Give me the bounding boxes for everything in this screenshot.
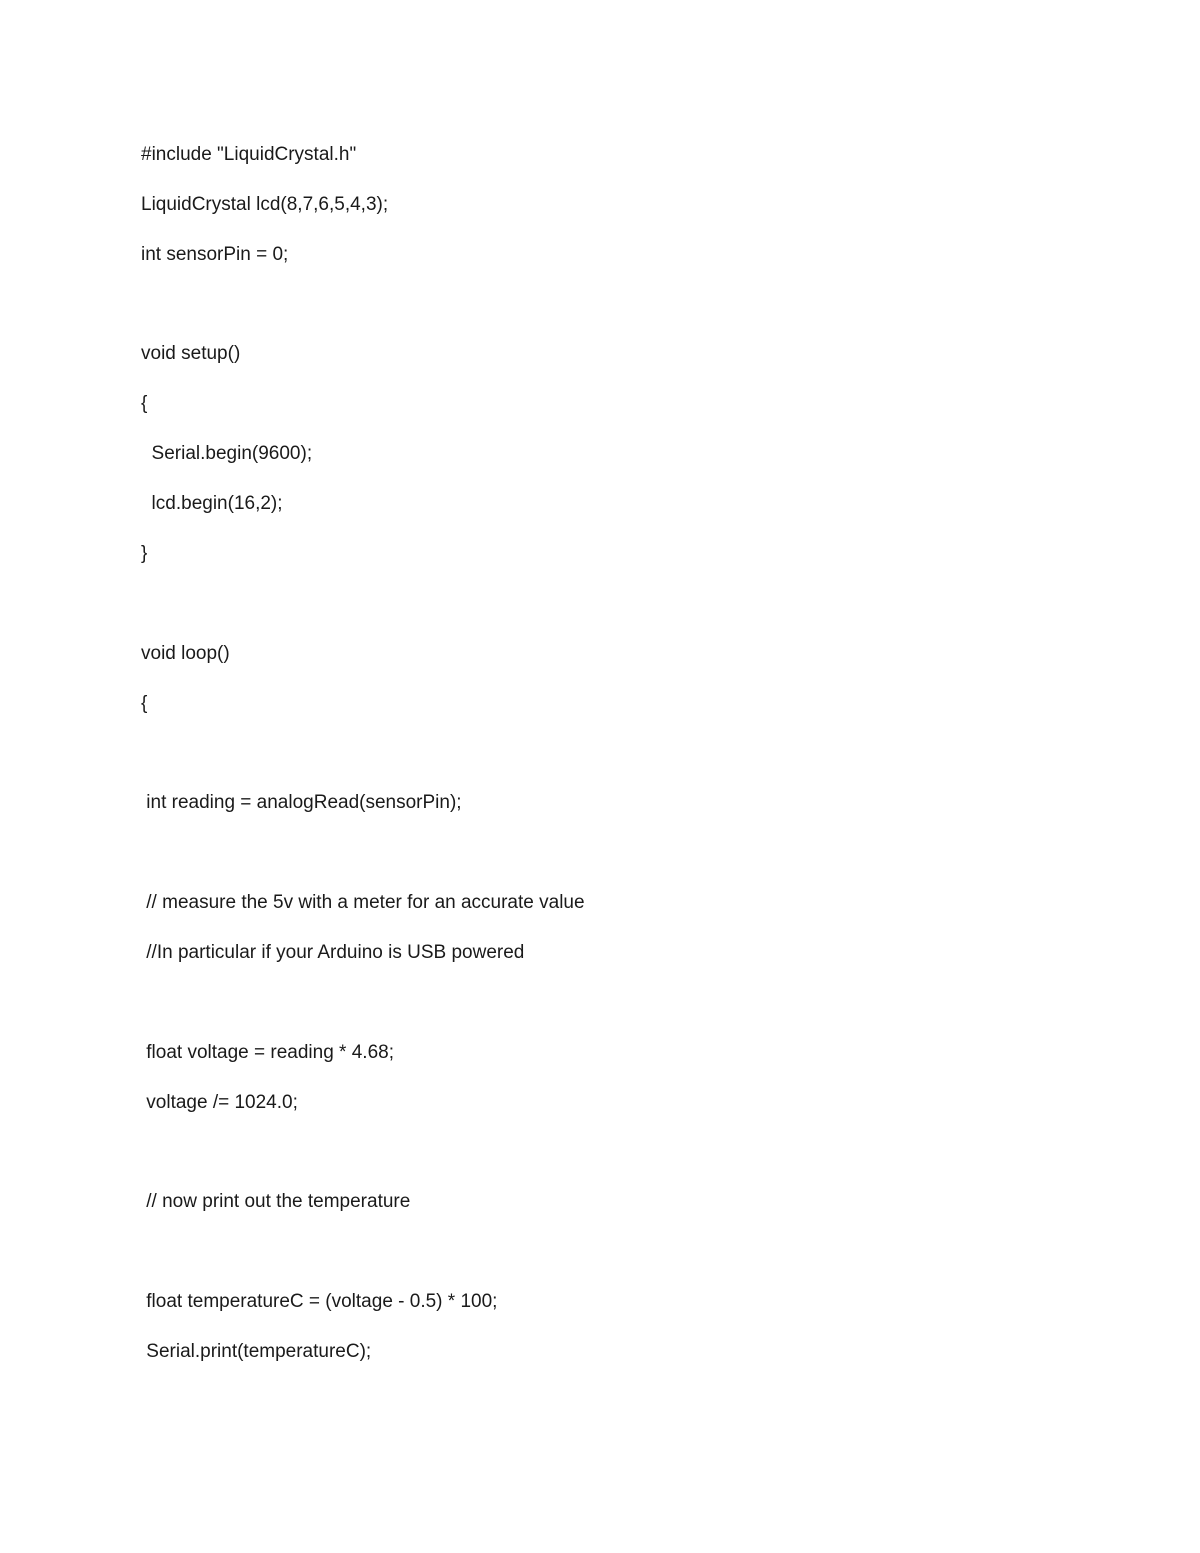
code-line-include: #include "LiquidCrystal.h" [141, 144, 357, 165]
code-line-setup-signature: void setup() [141, 343, 241, 364]
code-line-temperature-calc: float temperatureC = (voltage - 0.5) * 100; [141, 1291, 498, 1312]
code-line-lcd-declaration: LiquidCrystal lcd(8,7,6,5,4,3); [141, 194, 389, 215]
code-line-setup-close-brace: } [141, 543, 148, 564]
code-line-voltage-divide: voltage /= 1024.0; [141, 1092, 298, 1113]
code-line-analog-read: int reading = analogRead(sensorPin); [141, 792, 462, 813]
code-line-voltage-calc: float voltage = reading * 4.68; [141, 1042, 394, 1063]
code-line-comment-usb: //In particular if your Arduino is USB powered [141, 942, 525, 963]
code-line-loop-signature: void loop() [141, 643, 230, 664]
code-line-serial-print: Serial.print(temperatureC); [141, 1341, 372, 1362]
code-line-loop-open-brace: { [141, 693, 148, 714]
code-line-lcd-begin: lcd.begin(16,2); [141, 493, 283, 514]
code-line-serial-begin: Serial.begin(9600); [141, 443, 313, 464]
code-line-comment-print: // now print out the temperature [141, 1191, 411, 1212]
code-line-sensor-pin: int sensorPin = 0; [141, 244, 289, 265]
code-line-comment-measure: // measure the 5v with a meter for an accurate value [141, 892, 585, 913]
code-line-setup-open-brace: { [141, 393, 148, 414]
